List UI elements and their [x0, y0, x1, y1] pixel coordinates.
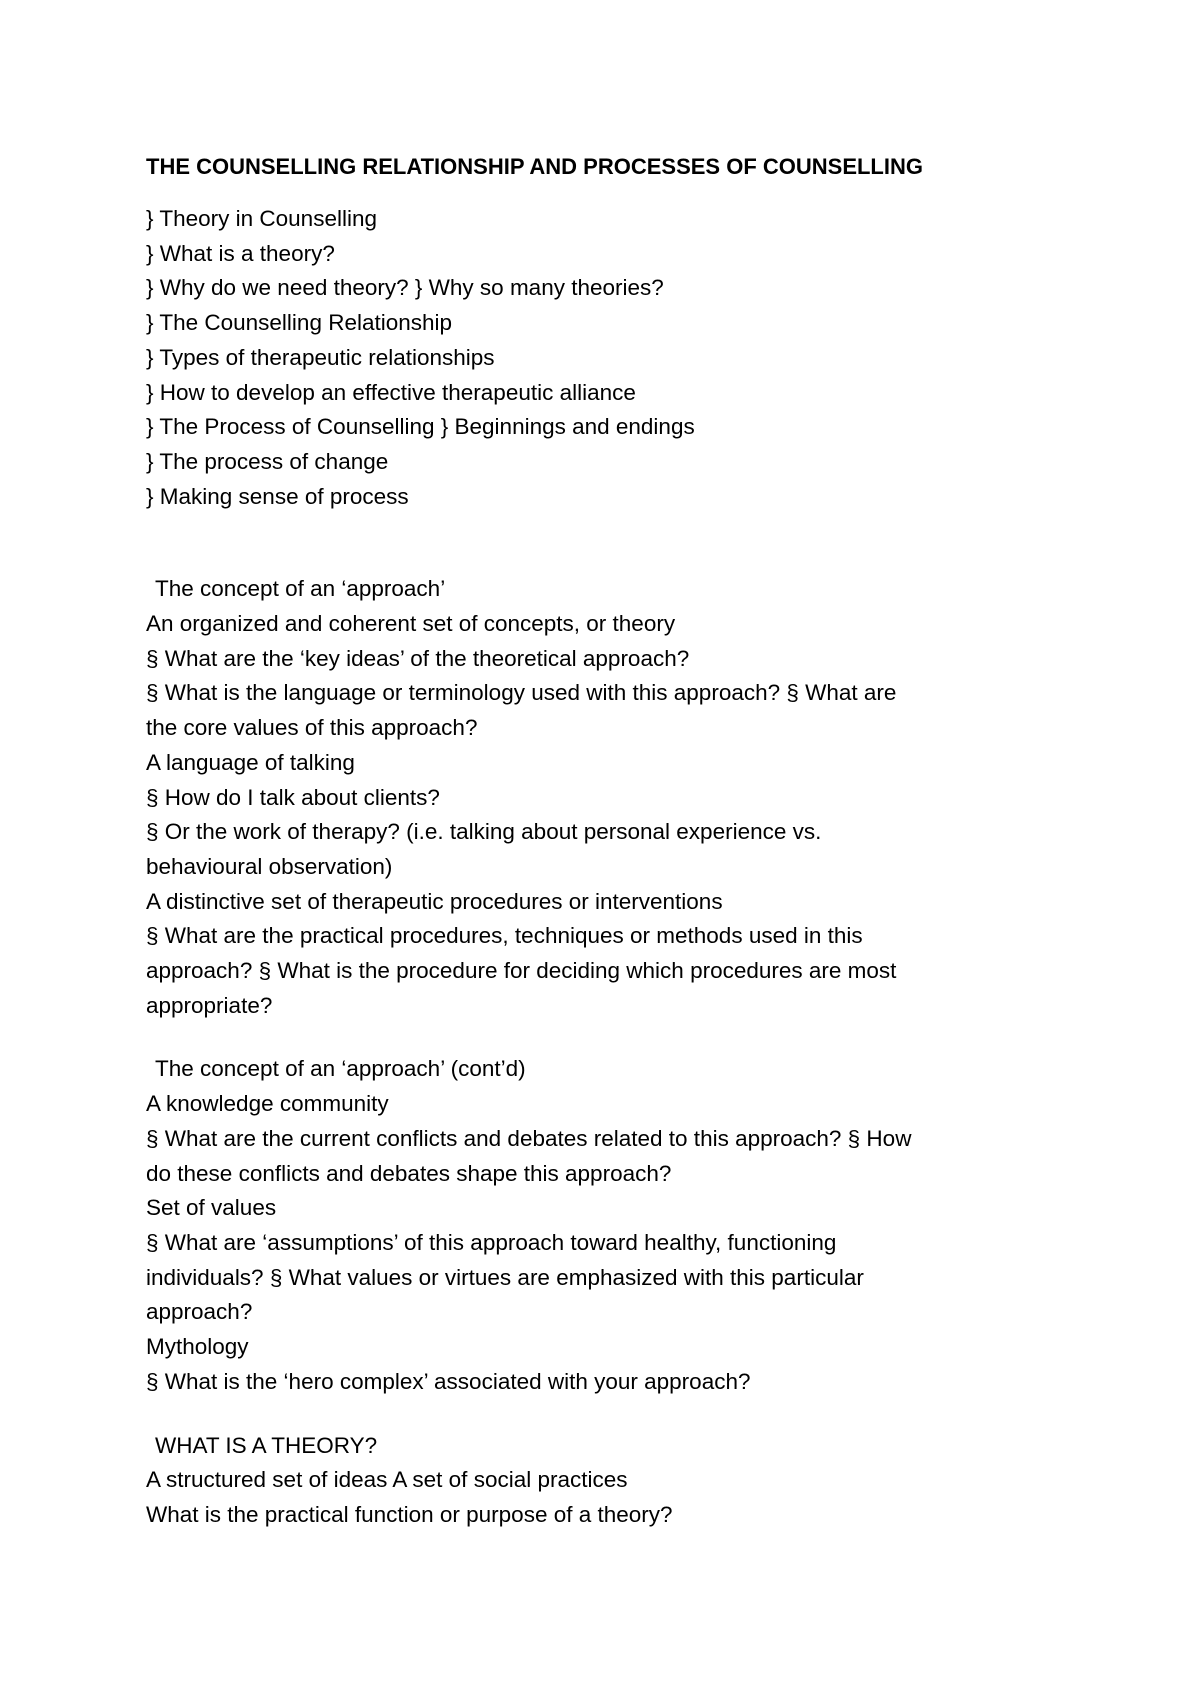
outline-item: } How to develop an effective therapeutic alliance: [146, 379, 636, 405]
outline-list: [146, 202, 1046, 514]
body-line: § What are the current conflicts and debates related to this approach? § How: [146, 1125, 912, 1151]
body-line: the core values of this approach?: [146, 715, 478, 741]
body-line: A structured set of ideas A set of social practices: [146, 1467, 628, 1493]
body-line: do these conflicts and debates shape this approach?: [146, 1160, 672, 1186]
body-line: An organized and coherent set of concepts, or theory: [146, 611, 676, 637]
body-line: approach? § What is the procedure for deciding which procedures are most: [146, 958, 897, 984]
body-line: § Or the work of therapy? (i.e. talking about personal experience vs.: [146, 819, 822, 845]
body-line: § What is the language or terminology used with this approach? § What are: [146, 680, 897, 706]
outline-item: } Why do we need theory? } Why so many theories?: [146, 275, 664, 301]
body-line: § What are ‘assumptions’ of this approach toward healthy, functioning: [146, 1229, 837, 1255]
section-heading: WHAT IS A THEORY?: [155, 1432, 378, 1458]
body-line: § What are the practical procedures, techniques or methods used in this: [146, 923, 863, 949]
body-line: Set of values: [146, 1195, 277, 1221]
section-approach-contd: [146, 1052, 1046, 1399]
body-line: approach?: [146, 1299, 253, 1325]
body-line: Mythology: [146, 1334, 249, 1360]
spacer: [146, 514, 1046, 572]
outline-item: } Types of therapeutic relationships: [146, 344, 495, 370]
document-body: [146, 150, 1046, 1533]
body-line: What is the practical function or purpose of a theory?: [146, 1501, 673, 1527]
section-heading: The concept of an ‘approach’: [155, 576, 446, 602]
outline-item: } Theory in Counselling: [146, 206, 377, 231]
body-line: individuals? § What values or virtues are emphasized with this particular: [146, 1264, 864, 1290]
body-line: A distinctive set of therapeutic procedures or interventions: [146, 888, 723, 914]
body-line: § What is the ‘hero complex’ associated with your approach?: [146, 1368, 751, 1394]
body-line: § What are the ‘key ideas’ of the theoretical approach?: [146, 645, 690, 671]
spacer: [146, 1400, 1046, 1429]
body-line: A language of talking: [146, 749, 355, 775]
body-line: behavioural observation): [146, 853, 393, 879]
body-line: appropriate?: [146, 992, 273, 1018]
outline-item: } The Counselling Relationship: [146, 310, 453, 336]
spacer: [146, 1023, 1046, 1052]
body-line: § How do I talk about clients?: [146, 784, 440, 810]
outline-item: } The Process of Counselling } Beginnings and endings: [146, 414, 695, 440]
section-heading: The concept of an ‘approach’ (cont’d): [155, 1056, 526, 1082]
outline-item: } The process of change: [146, 448, 389, 474]
body-line: A knowledge community: [146, 1091, 389, 1117]
document-title: THE COUNSELLING RELATIONSHIP AND PROCESSES OF COUNSELLING: [146, 154, 923, 179]
outline-item: } Making sense of process: [146, 483, 409, 509]
outline-item: } What is a theory?: [146, 240, 335, 266]
section-approach: [146, 572, 1046, 1023]
section-what-is-a-theory: [146, 1429, 1046, 1533]
